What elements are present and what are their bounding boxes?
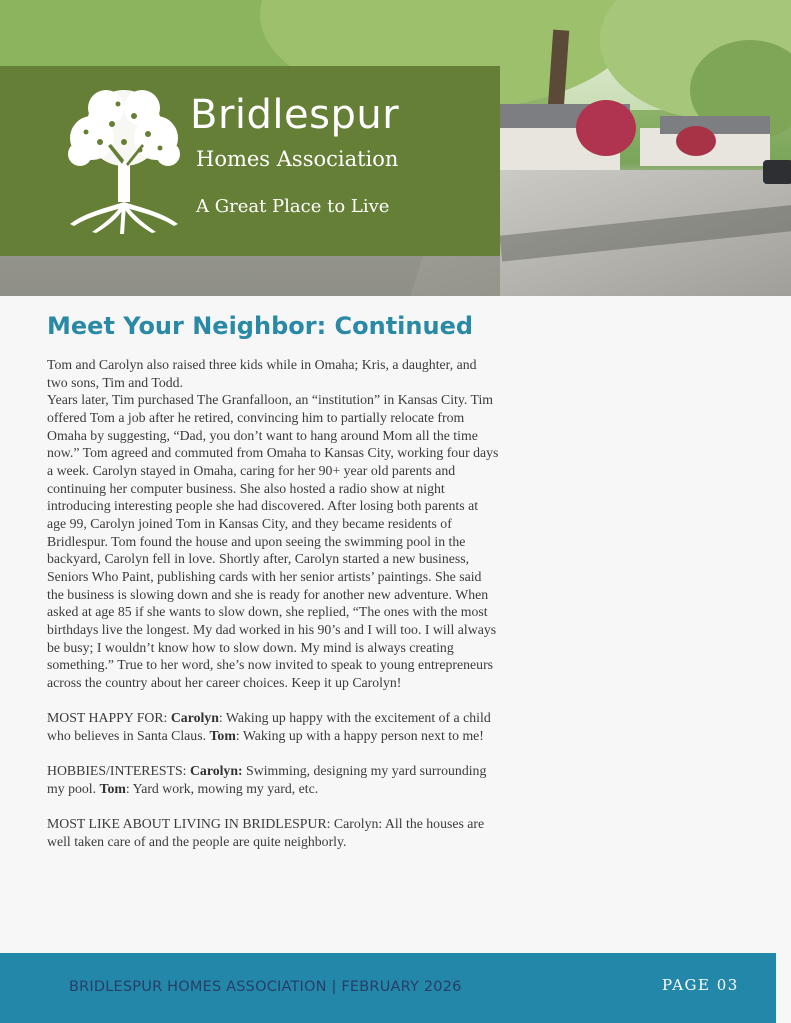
parked-car xyxy=(763,160,791,184)
most-happy-for xyxy=(47,709,499,744)
label: MOST HAPPY FOR: xyxy=(47,710,171,726)
paragraph: Tom and Carolyn also raised three kids while in Omaha; Kris, a daughter, and two sons, Tim and Todd. xyxy=(47,357,477,390)
name: Carolyn xyxy=(170,710,219,726)
answer: Swimming, designing my yard surrounding my pool. xyxy=(47,762,487,796)
most-like-about-bridlespur: MOST LIKE ABOUT LIVING IN BRIDLESPUR: Carolyn: All the houses are well taken care of and the people are quite neighborly. xyxy=(47,815,485,849)
name: Carolyn: xyxy=(189,762,243,778)
hobbies-interests xyxy=(47,762,499,797)
article-body xyxy=(47,356,499,850)
red-shrub xyxy=(576,100,636,156)
brand-subtitle: Homes Association xyxy=(196,147,399,171)
article-headline: Meet Your Neighbor: Continued xyxy=(47,312,474,340)
tree-logo-icon xyxy=(56,84,192,234)
name: Tom xyxy=(99,780,126,796)
label: HOBBIES/INTERESTS: xyxy=(47,762,190,778)
tree-shadow xyxy=(0,256,500,296)
tagline: A Great Place to Live xyxy=(196,196,390,217)
red-shrub xyxy=(676,126,716,156)
page-number: PAGE 03 xyxy=(662,976,739,994)
paragraph: Years later, Tim purchased The Granfalloon, an “institution” in Kansas City. Tim offered Tom a job after he retired, convincing him to partially relocate from Omaha by suggesting, “Dad, you don’t want to hang around Mom all the time now.” Tom agreed and commuted from Omaha to Kansas City, working four days a week. Carolyn stayed in Omaha, caring for her 90+ year old parents and continuing her computer business. She also hosted a radio show at night introducing interesting people she had discovered. After losing both parents at age 99, Carolyn joined Tom in Kansas City, and they became residents of Bridlespur. Tom found the house and upon seeing the swimming pool in the backyard, Carolyn fell in love. Shortly after, Carolyn started a new business, Seniors Who Paint, publishing cards with her senior artists’ paintings. She said the business is slowing down and she is ready for another new adventure. When asked at age 85 if she wants to slow down, she replied, “The ones with the most birthdays live the longest. My dad worked in his 90’s and I will too. I will always be busy; I wouldn’t know how to slow down. My mind is always creating something.” True to her word, she’s now invited to speak to young entrepreneurs across the country about her career choices. Keep it up Carolyn! xyxy=(47,392,499,690)
footer-publication: BRIDLESPUR HOMES ASSOCIATION | FEBRUARY 2026 xyxy=(69,979,462,995)
answer: : Waking up happy with the excitement of a child who believes in Santa Claus. xyxy=(47,710,491,743)
answer: : Yard work, mowing my yard, etc. xyxy=(125,780,319,796)
name: Tom xyxy=(209,727,236,743)
answer: : Waking up with a happy person next to me! xyxy=(235,727,484,743)
brand-title: Bridlespur xyxy=(190,92,400,138)
roof xyxy=(660,116,770,134)
